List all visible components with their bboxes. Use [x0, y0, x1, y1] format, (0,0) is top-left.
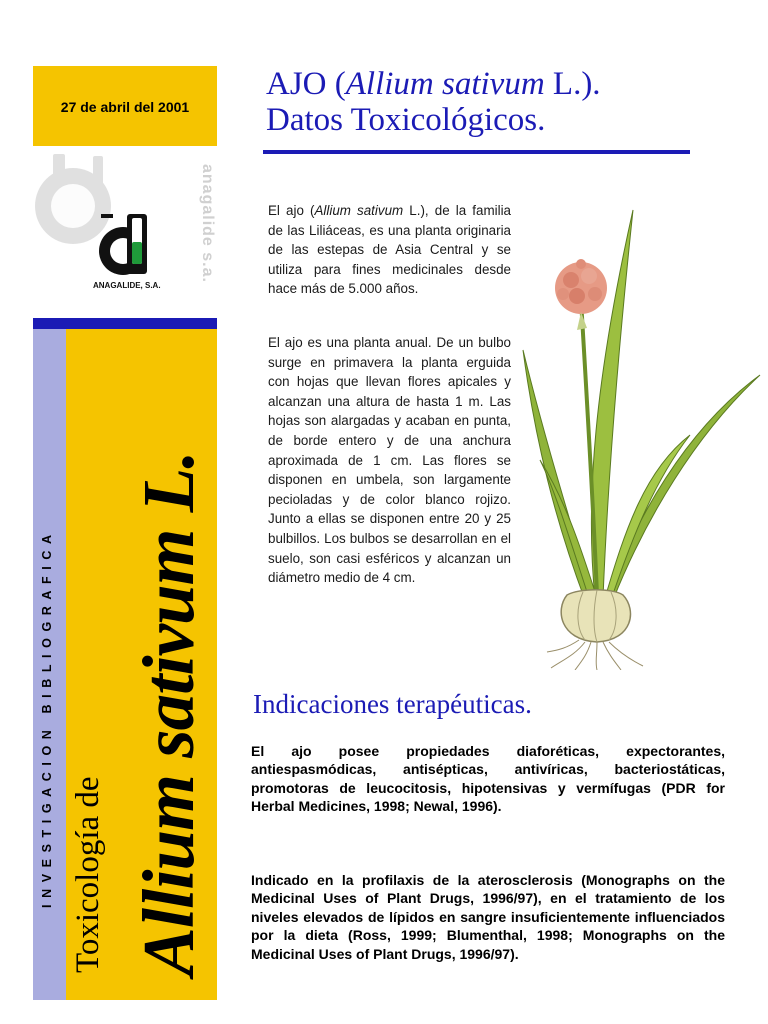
company-logo [33, 146, 217, 318]
title-part: AJO ( [266, 66, 346, 102]
section-title: Indicaciones terapéuticas. [253, 689, 532, 719]
intro-paragraph-1 [268, 201, 511, 299]
text-span: L.), de la familia de las Liliáceas, es una planta originaria de las estepas de Asia Central y se utiliza para fines medicinales desde hace más de 5.000 años. [268, 203, 511, 297]
indications-paragraph-1: El ajo posee propiedades diaforéticas, expectorantes, antiespasmódicas, antisépticas, antivíricas, bacteriostáticas, promotoras de leucocitosis, hipotensivas y vermífugas (PDR for Herbal Medicines, 1998; Newal, 1996). [251, 743, 725, 815]
title-line-1 [266, 66, 736, 102]
sidebar-blue-bar [33, 318, 217, 329]
intro-paragraph-2: El ajo es una planta anual. De un bulbo surge en primavera la planta erguida con hojas que llevan flores apicales y alcanzan una altura de hasta 1 m. Las hojas son alargadas y acaban en punta, de borde entero y de una anchura aproximada de 1 cm. Las flores se disponen en umbela, son largamente pecioladas y de color blanco rojizo. Junto a ellas se disponen entre 20 y 25 bulbillos. Los bulbos se desarrollan en el suelo, son casi esféricos y alcanzan un diámetro medio de 4 cm. [268, 335, 511, 586]
page-title [266, 66, 736, 138]
series-label: INVESTIGACION BIBLIOGRAFICA [40, 528, 54, 908]
garlic-plant-illustration [515, 200, 765, 670]
species-name: Allium sativum [314, 203, 404, 218]
vertical-title: Allium sativum L. [128, 451, 209, 976]
vertical-subtitle: Toxicología de [70, 776, 106, 973]
title-line-2: Datos Toxicológicos. [266, 102, 546, 138]
indications-paragraph-2: Indicado en la profilaxis de la aterosclerosis (Monographs on the Medicinal Uses of Plant Drugs, 1996/97), en el tratamiento de los niveles elevados de lípidos en sangre insuficientemente influenciados por la dieta (Ross, 1999; Blumenthal, 1998; Monographs on the Medicinal Uses of Plant Drugs, 1996/97). [251, 872, 725, 962]
title-species: Allium sativum [345, 66, 545, 102]
text-span: El ajo ( [268, 203, 315, 218]
svg-text:anagalide s.a.: anagalide s.a. [199, 164, 216, 283]
logo-text: ANAGALIDE, S.A. [93, 281, 161, 290]
logo-graphic [33, 146, 217, 318]
issue-date: 27 de abril del 2001 [60, 99, 190, 115]
title-underline [263, 150, 690, 154]
title-part: L.). [544, 66, 601, 102]
